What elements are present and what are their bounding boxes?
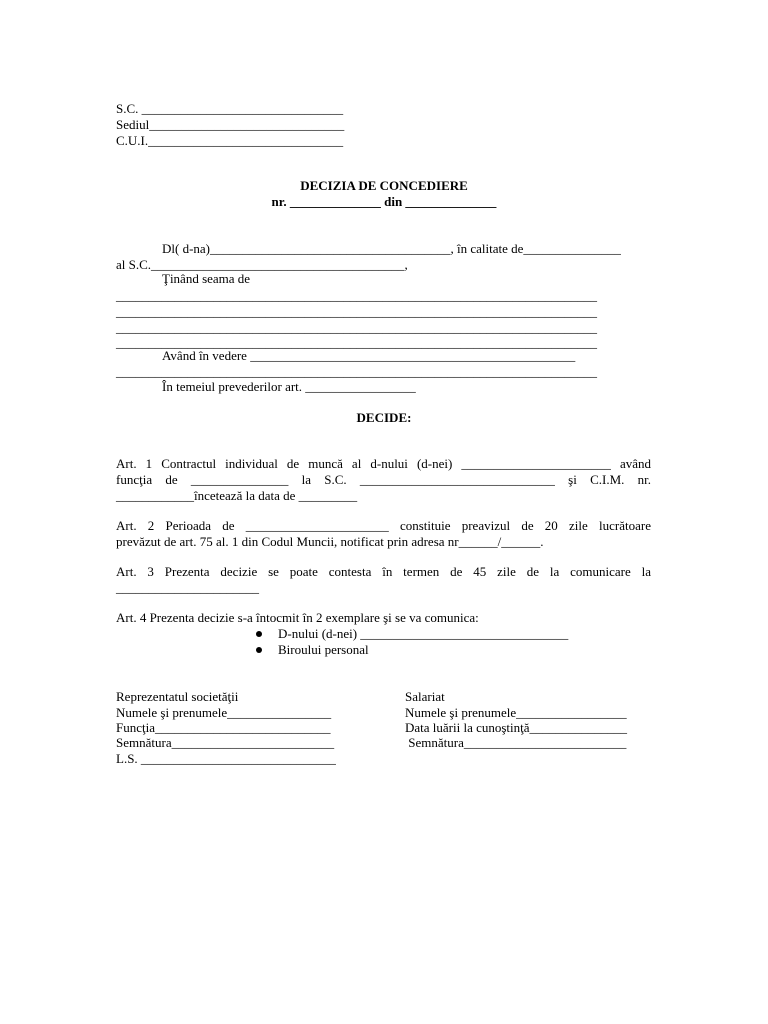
acknowledgment-date-field: Data luării la cunoştinţă_______________ (405, 720, 628, 735)
blank-line: __________________________________________________________________________ (116, 304, 597, 319)
bullet-icon (256, 647, 262, 653)
representative-signature-field: Semnătura_________________________ (116, 735, 335, 750)
blank-line: __________________________________________________________________________ (116, 288, 597, 303)
company-field: S.C. _______________________________ (116, 101, 344, 116)
seal-field: L.S. ______________________________ (116, 751, 336, 766)
document-number: nr. ______________ din ______________ (271, 194, 497, 209)
recipient-hr: Biroului personal (278, 642, 369, 657)
representative-function-field: Funcţia___________________________ (116, 720, 331, 735)
considering-label: Ţinând seama de (162, 271, 251, 286)
article-4-line-1: Art. 4 Prezenta decizie s-a întocmit în 2 exemplare şi se va comunica: (116, 610, 479, 625)
article-1-line-2: funcţia de _______________ la S.C. ______________________________ şi C.I.M. nr. (116, 472, 651, 487)
employee-signature-field: Semnătura_________________________ (405, 735, 627, 750)
article-1-line-1: Art. 1 Contractul individual de muncă al d-nului (d-nei) _______________________ având (116, 456, 651, 471)
company-line: al S.C._______________________________________, (116, 257, 408, 272)
employee-line: Dl( d-na)_____________________________________, în calitate de_______________ (162, 241, 621, 256)
cui-field: C.U.I.______________________________ (116, 133, 344, 148)
article-2-line-2: prevăzut de art. 75 al. 1 din Codul Muncii, notificat prin adresa nr______/______. (116, 534, 544, 549)
legal-basis-line: În temeiul prevederilor art. _________________ (162, 379, 416, 394)
employee-name-field: Numele şi prenumele_________________ (405, 705, 627, 720)
decide-heading: DECIDE: (356, 410, 412, 425)
company-representative-label: Reprezentatul societăţii (116, 689, 239, 704)
representative-name-field: Numele şi prenumele________________ (116, 705, 332, 720)
blank-line: __________________________________________________________________________ (116, 320, 597, 335)
blank-line: __________________________________________________________________________ (116, 335, 597, 350)
recipient-employee: D-nului (d-nei) ________________________________ (278, 626, 569, 641)
headquarters-field: Sediul______________________________ (116, 117, 345, 132)
document-title: DECIZIA DE CONCEDIERE (300, 178, 468, 193)
article-3-line-2: ______________________ (116, 580, 259, 595)
blank-line: __________________________________________________________________________ (116, 364, 597, 379)
bullet-icon (256, 631, 262, 637)
article-3-line-1: Art. 3 Prezenta decizie se poate contesta în termen de 45 zile de la comunicare la (116, 564, 651, 579)
employee-label: Salariat (405, 689, 445, 704)
article-2-line-1: Art. 2 Perioada de ______________________ constituie preavizul de 20 zile lucrătoare (116, 518, 651, 533)
article-1-line-3: ____________încetează la data de _________ (116, 488, 358, 503)
having-regard-line: Având în vedere __________________________________________________ (162, 348, 576, 363)
